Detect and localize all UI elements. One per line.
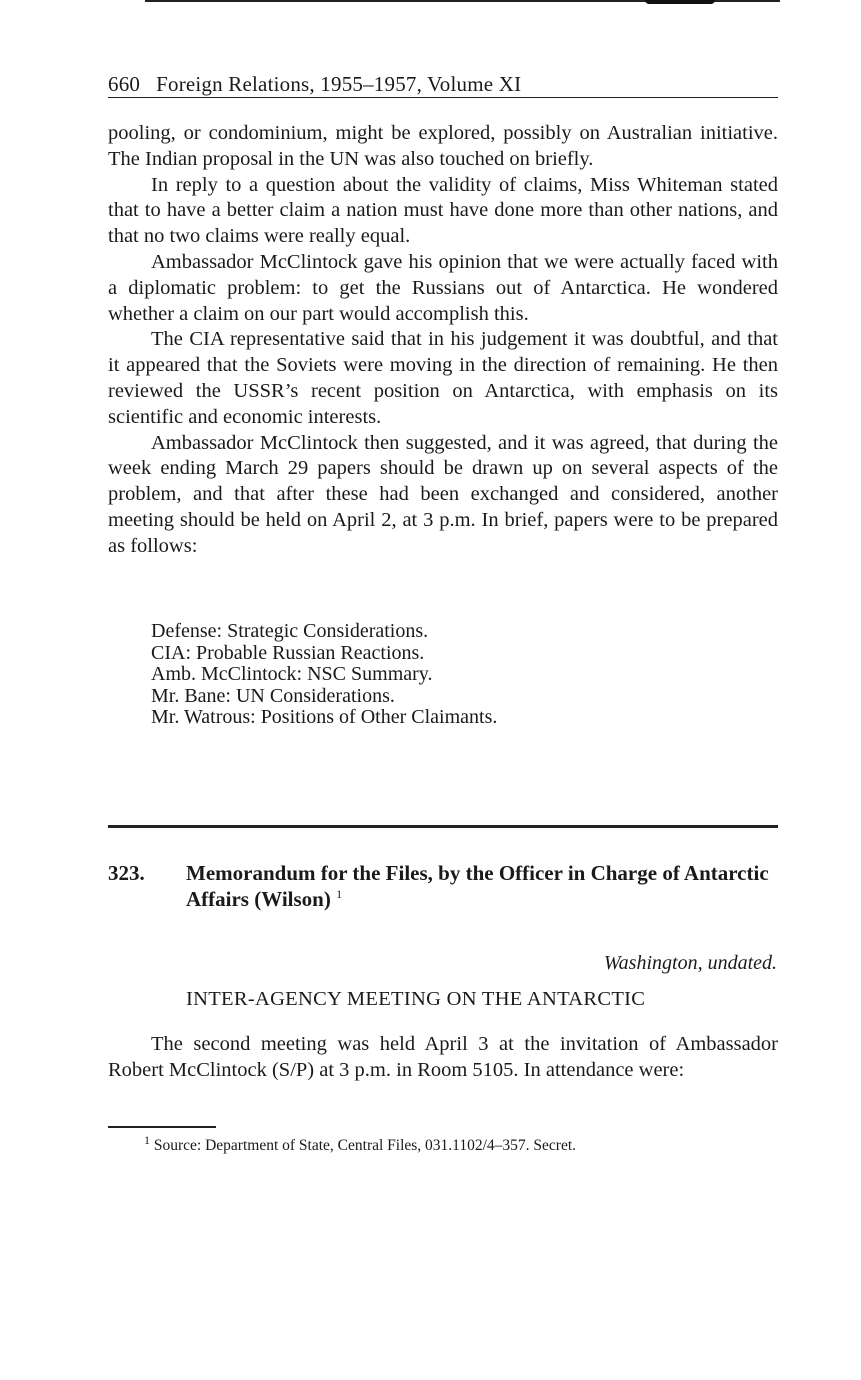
assignment-item: Mr. Bane: UN Considerations.	[151, 684, 395, 707]
assignment-item: Defense: Strategic Considerations.	[151, 620, 429, 642]
assignment-item: Amb. McClintock: NSC Summary.	[151, 663, 433, 685]
dateline: Washington, undated.	[603, 952, 777, 974]
paragraph-second-meeting: The second meeting was held April 3 at the invitation of Ambassador Robert McClintock (S/P) at 3 p.m. in Room 5105. In attendance were:	[108, 1033, 778, 1081]
footnote-text: Source: Department of State, Central Files, 031.1102/4–357. Secret.	[153, 1137, 577, 1154]
footnote	[144, 1132, 577, 1155]
paragraph-continued: pooling, or condominium, might be explored, possibly on Australian initiative. The Indian proposal in the UN was also touched on briefly.	[108, 122, 778, 170]
paragraph-papers-suggestion: Ambassador McClintock then suggested, and it was agreed, that during the week ending March 29 papers should be drawn up on several aspects of the problem, and that after these had been exchanged and considered, another meeting should be held on April 2, at 3 p.m. In brief, papers were to be prepared as follows:	[108, 431, 778, 557]
document-title	[186, 860, 776, 912]
running-head	[108, 71, 778, 98]
document-number: 323.	[108, 861, 145, 885]
meeting-heading: INTER-AGENCY MEETING ON THE ANTARCTIC	[186, 988, 646, 1010]
assignment-item: CIA: Probable Russian Reactions.	[151, 641, 425, 664]
opening-text	[108, 1032, 778, 1084]
paper-assignments-list	[151, 621, 497, 729]
scan-artifact-mark	[645, 0, 715, 4]
section-divider	[108, 825, 778, 828]
footnote-rule	[108, 1126, 216, 1128]
document-title-text: Memorandum for the Files, by the Officer in Charge of Antarctic Affairs (Wilson)	[186, 861, 769, 911]
continued-text	[108, 121, 778, 560]
paragraph-cia-judgement: The CIA representative said that in his judgement it was doubtful, and that it appeared that the Soviets were moving in the direction of remaining. He then reviewed the USSR’s recent position on Antarctica, with emphasis on its scientific and economic interests.	[108, 328, 778, 428]
assignment-item: Mr. Watrous: Positions of Other Claimants.	[151, 706, 498, 728]
page-number: 660	[108, 72, 141, 96]
paragraph-validity-of-claims: In reply to a question about the validity of claims, Miss Whiteman stated that to have a better claim a nation must have done more than other nations, and that no two claims were really equal.	[108, 173, 778, 248]
paragraph-diplomatic-problem: Ambassador McClintock gave his opinion that we were actually faced with a diplomatic problem: to get the Russians out of Antarctica. He wondered whether a claim on our part would accomplish this.	[108, 250, 778, 325]
footnote-reference[interactable]: 1	[336, 887, 343, 901]
running-title: Foreign Relations, 1955–1957, Volume XI	[156, 72, 522, 96]
footnote-marker: 1	[144, 1132, 150, 1147]
